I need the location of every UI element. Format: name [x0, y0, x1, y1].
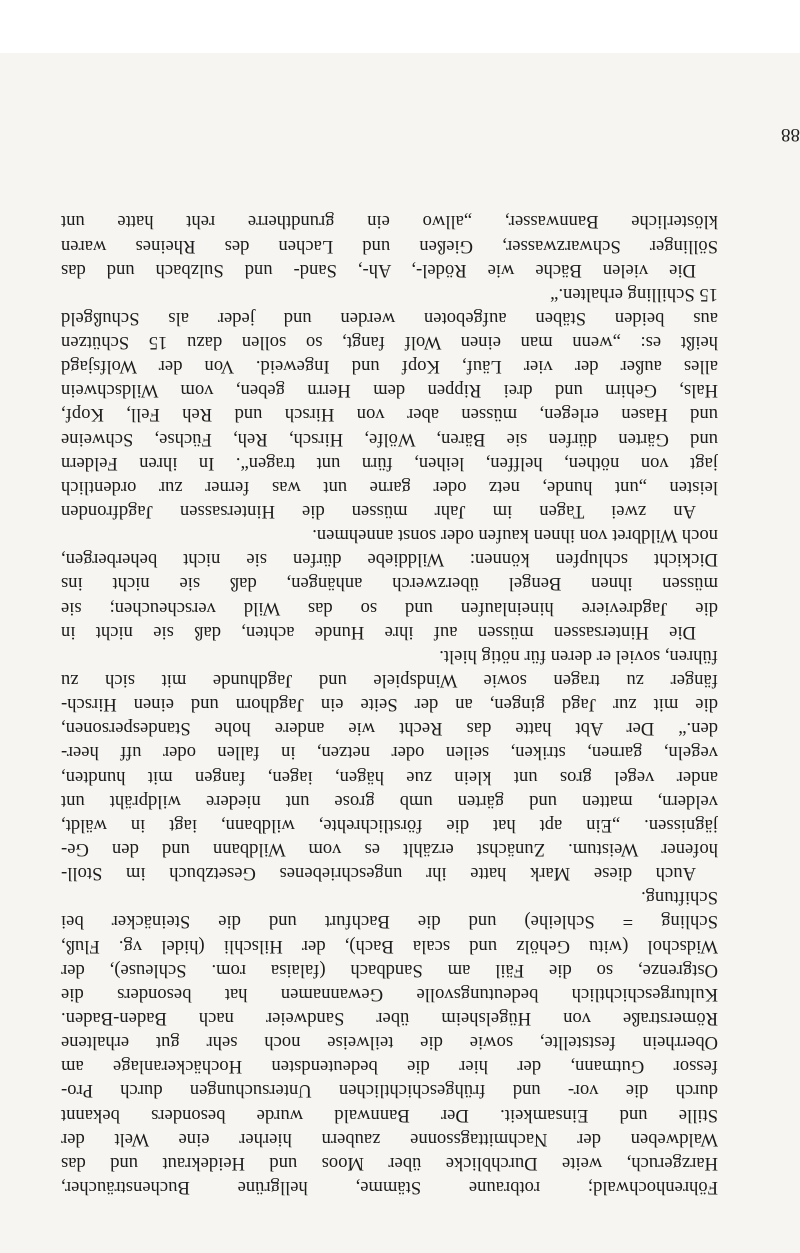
footer-banner — [0, 0, 800, 53]
text-line: Waldweben der Nachmittagssonne zaubern hierher eine Welt der — [61, 1128, 718, 1150]
text-line: ander vegel gros unt klein zue hägen, iagen, fangen mit hundten, — [61, 766, 718, 788]
text-line: Römerstraße von Hügelsheim über Sandweier nach Baden-Baden. — [61, 1008, 718, 1030]
text-line: die Jagdreviere hineinlaufen und so das Wild verscheuchen; sie — [61, 597, 718, 619]
text-line: fänger zu tragen sowie Windspiele und Jagdhunde mit sich zu — [61, 670, 718, 692]
text-line: und Hasen erlegen, müssen aber von Hirsch und Reh Fell, Kopf, — [61, 404, 718, 426]
text-line: 15 Schilling erhalten.“ — [550, 283, 718, 305]
text-line: Schiftung. — [641, 887, 718, 909]
text-line: Die vielen Bäche wie Rödel-, Ah-, Sand- und Sulzbach und das — [61, 259, 696, 281]
text-line: heißt es: „wenn man einen Wolf fangt, so sollen dazu 15 Schützen — [61, 332, 718, 354]
text-line: durch die vor- und frühgeschichtlichen Untersuchungen durch Pro- — [61, 1080, 718, 1102]
text-line: jägnissen. „Ein apt hat die förstlichrehte, wildbann, iagt in wäldt, — [61, 814, 718, 836]
text-line: hofener Weistum. Zunächst erzählt es vom Wildbann und den Ge- — [61, 839, 718, 861]
text-line: Auch diese Mark hatte ihr ungeschriebenes Gesetzbuch im Stoll- — [61, 863, 696, 885]
text-line: müssen ihnen Bengel überzwerch anhängen, daß sie nicht ins — [61, 573, 718, 595]
text-line: Schling = Schleihe) und die Bachfurt und die Steinäcker bei — [61, 911, 718, 933]
text-line: leisten „unt hunde, netz oder garne unt was ferner zur ordentlich — [61, 476, 718, 498]
text-line: jagt von nöthen, helffen, leihen, fürn unt tragen“. In ihren Feldern — [61, 452, 718, 474]
page-number: 88 — [781, 124, 800, 145]
text-line: führen, soviel er deren für nötig hielt. — [439, 645, 718, 667]
text-line: Die Hintersassen müssen auf ihre Hunde achten, daß sie nicht in — [61, 621, 696, 643]
text-line: und Gärten dürfen sie Bären, Wölfe, Hirsch, Reh, Füchse, Schweine — [61, 428, 718, 450]
text-line: vegeln, garnen, striken, seilen oder netzen, in fallen oder uff heer- — [61, 742, 718, 764]
scanned-page — [0, 53, 800, 1253]
text-line: noch Wildbret von ihnen kaufen oder sonst annehmen. — [312, 525, 718, 547]
text-line: Stille und Einsamkeit. Der Bannwald wurde besonders bekannt — [61, 1104, 718, 1126]
text-line: den.“ Der Abt hatte das Recht wie andere hohe Standespersonen, — [61, 718, 718, 740]
text-line: Harzgeruch, weite Durchblicke über Moos und Heidekraut und das — [61, 1152, 718, 1174]
text-line: Hals, Gehirn und drei Rippen dem Herrn geben, vom Wildschwein — [61, 380, 718, 402]
text-line: veldern, matten und gärten umb grose unt niedere wildpräht unt — [61, 790, 718, 812]
text-line: klösterliche Bannwasser, „allwo ein grundtherre reht hatte unt — [61, 211, 718, 233]
text-line: Oberrhein feststellte, sowie die teilweise noch sehr gut erhaltene — [61, 1032, 718, 1054]
text-line: alles außer der vier Läuf, Kopf und Ingeweid. Von der Wolfsjagd — [61, 356, 718, 378]
text-line: aus beiden Stäben aufgeboten werden und jeder als Schußgeld — [61, 307, 718, 329]
text-line: die mit zur Jagd gingen, an der Seite ein Jagdhorn und einen Hirsch- — [61, 694, 718, 716]
text-line: Dickicht schlupfen können: Wilddiebe dürfen sie nicht beherbergen, — [61, 549, 718, 571]
body-text — [61, 209, 718, 1199]
text-line: An zwei Tagen im Jahr müssen die Hintersassen Jagdfronden — [61, 501, 696, 523]
text-line: Widschol (witu Gehölz und scala Bach), der Hilschli (hidel vg. Fluß, — [61, 935, 718, 957]
text-line: Söllinger Schwarzwasser, Gießen und Lachen des Rheines waren — [61, 235, 718, 257]
text-line: Föhrenhochwald; rotbraune Stämme, hellgrüne Buchensträucher, — [61, 1177, 718, 1198]
text-line: Ostgrenze, so die Fäil am Sandbach (falaisa rom. Schleuse), der — [61, 959, 718, 981]
text-line: Kulturgeschichtlich bedeutungsvolle Gewannamen hat besonders die — [61, 983, 718, 1005]
text-line: fessor Gutmann, der hier die bedeutendsten Hochäckeranlage am — [61, 1056, 718, 1078]
